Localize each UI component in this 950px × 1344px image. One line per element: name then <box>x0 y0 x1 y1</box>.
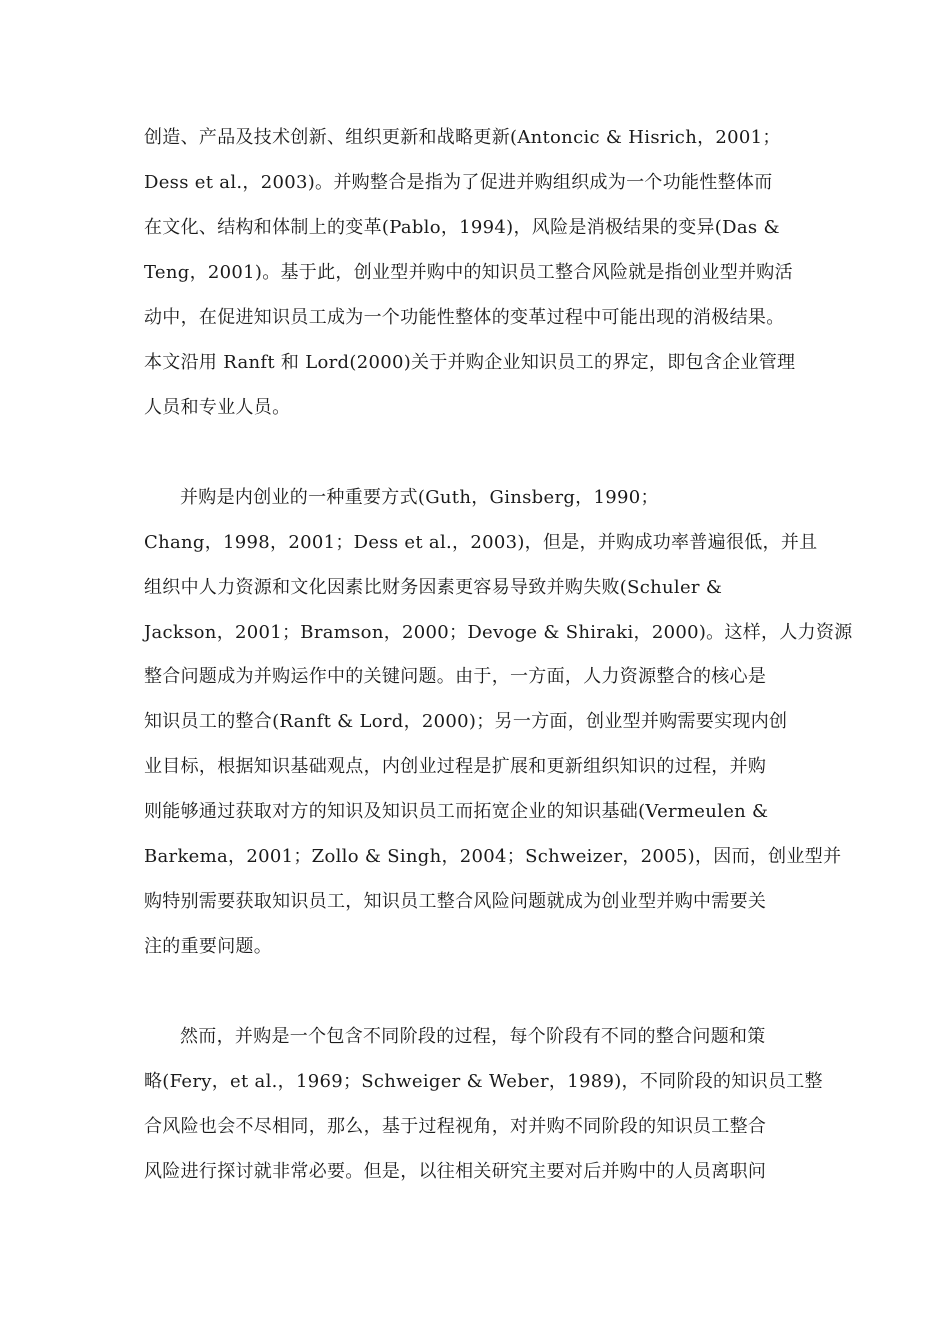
paragraph-2-line-10: 购特别需要获取知识员工，知识员工整合风险问题就成为创业型并购中需要关 <box>144 891 767 912</box>
paragraph-2-line-11: 注的重要问题。 <box>144 936 273 957</box>
paragraph-1-line-7: 人员和专业人员。 <box>144 397 291 418</box>
paragraph-2-line-7: 业目标，根据知识基础观点，内创业过程是扩展和更新组织知识的过程，并购 <box>144 756 767 777</box>
paragraph-1-line-5: 动中，在促进知识员工成为一个功能性整体的变革过程中可能出现的消极结果。 <box>144 307 785 328</box>
paragraph-2-line-8: 则能够通过获取对方的知识及知识员工而拓宽企业的知识基础(Vermeulen & <box>144 801 769 822</box>
paragraph-1-line-6: 本文沿用 Ranft 和 Lord(2000)关于并购企业知识员工的界定，即包含企业管理 <box>144 352 796 373</box>
paragraph-1-line-1: 创造、产品及技术创新、组织更新和战略更新(Antoncic & Hisrich，2001； <box>144 127 781 148</box>
paragraph-3-line-1: 然而，并购是一个包含不同阶段的过程，每个阶段有不同的整合问题和策 <box>180 1026 766 1047</box>
paragraph-1-line-3: 在文化、结构和体制上的变革(Pablo，1994)，风险是消极结果的变异(Das & <box>144 217 780 238</box>
paragraph-2-line-6: 知识员工的整合(Ranft & Lord，2000)；另一方面，创业型并购需要实现内创 <box>144 711 788 732</box>
paragraph-2-line-1: 并购是内创业的一种重要方式(Guth，Ginsberg，1990； <box>180 487 659 508</box>
paragraph-3-line-2: 略(Fery，et al.，1969；Schweiger & Weber，1989)，不同阶段的知识员工整 <box>144 1071 823 1092</box>
paragraph-3-line-3: 合风险也会不尽相同，那么，基于过程视角，对并购不同阶段的知识员工整合 <box>144 1116 767 1137</box>
paragraph-2-line-2: Chang，1998，2001；Dess et al.，2003)，但是，并购成功率普遍很低，并且 <box>144 532 818 553</box>
paragraph-2-line-4: Jackson，2001；Bramson，2000；Devoge & Shiraki，2000)。这样，人力资源 <box>144 622 853 643</box>
paragraph-1-line-2: Dess et al.，2003)。并购整合是指为了促进并购组织成为一个功能性整体而 <box>144 172 773 193</box>
paragraph-3-line-4: 风险进行探讨就非常必要。但是，以往相关研究主要对后并购中的人员离职问 <box>144 1161 767 1182</box>
paragraph-2-line-9: Barkema，2001；Zollo & Singh，2004；Schweizer，2005)，因而，创业型并 <box>144 846 842 867</box>
paragraph-1-line-4: Teng，2001)。基于此，创业型并购中的知识员工整合风险就是指创业型并购活 <box>144 262 793 283</box>
paragraph-2-line-5: 整合问题成为并购运作中的关键问题。由于，一方面，人力资源整合的核心是 <box>144 666 767 687</box>
paragraph-2-line-3: 组织中人力资源和文化因素比财务因素更容易导致并购失败(Schuler & <box>144 577 723 598</box>
